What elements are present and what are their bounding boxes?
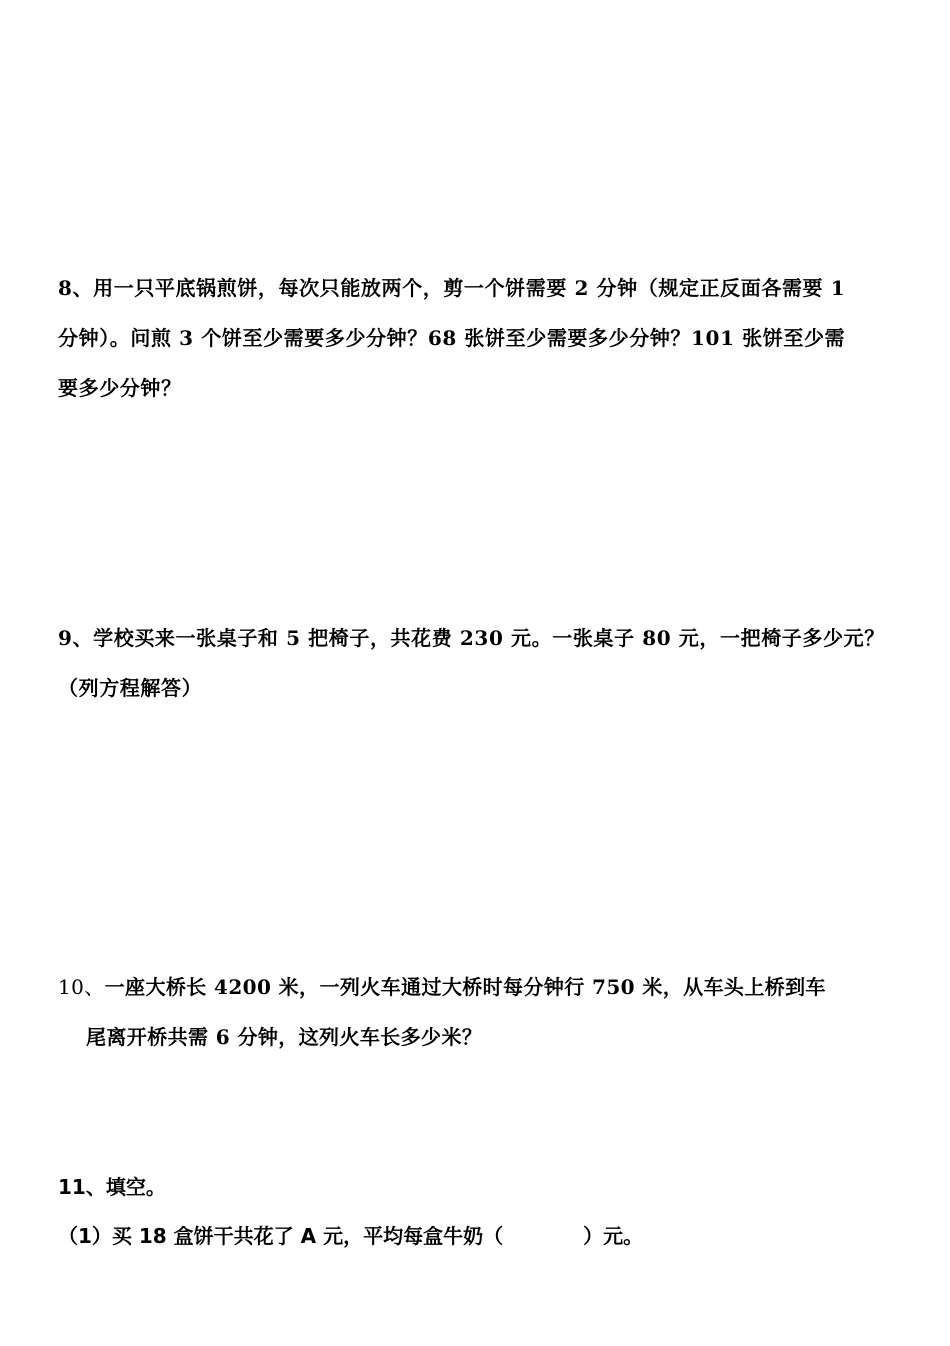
question-10-text-1: 一座大桥长 4200 米，一列火车通过大桥时每分钟行 750 米，从车头上桥到车 (104, 975, 826, 999)
question-8-line-1: 8、用一只平底锅煎饼，每次只能放两个，剪一个饼需要 2 分钟（规定正反面各需要 1 (58, 276, 846, 300)
question-9-line-2: （列方程解答） (58, 676, 203, 700)
question-11-heading: 11、填空。 (58, 1175, 166, 1199)
question-8-line-2: 分钟）。问煎 3 个饼至少需要多少分钟？68 张饼至少需要多少分钟？101 张饼至少需 (58, 326, 846, 350)
question-11-item-1: （1）买 18 盒饼干共花了 A 元，平均每盒牛奶（ ）元。 (58, 1224, 644, 1248)
question-10-line-1 (58, 973, 826, 1001)
question-9-line-1: 9、学校买来一张桌子和 5 把椅子，共花费 230 元。一张桌子 80 元，一把椅子多少元？ (58, 626, 885, 650)
question-8-line-3: 要多少分钟？ (58, 376, 182, 400)
question-10-line-2: 尾离开桥共需 6 分钟，这列火车长多少米？ (86, 1025, 483, 1049)
question-10-number: 10、 (58, 975, 105, 999)
